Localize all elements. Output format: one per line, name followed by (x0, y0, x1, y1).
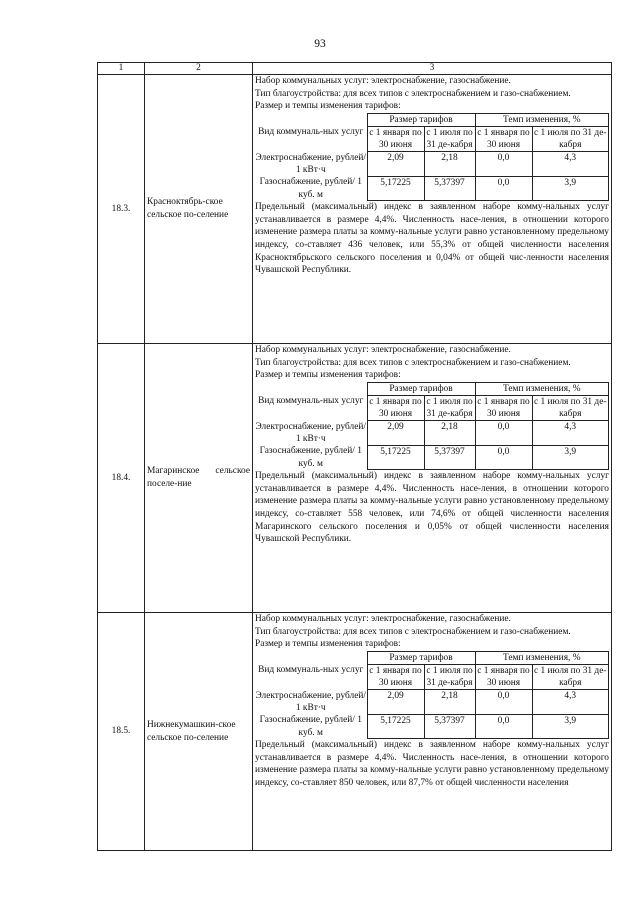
row-number: 18.4. (98, 344, 145, 613)
settlement-row (98, 344, 612, 613)
tariff-value: 2,18 (424, 152, 475, 176)
tariff-table (255, 113, 609, 201)
index-conclusion: Предельный (максимальный) индекс в заявленном наборе комму-нальных услуг устанавливается в размере 4,4%. Численность насе-ления, в отношении которого изменение размера платы за комму-нальные услуги равно установленному предельному индексу, со-ставляет 436 человек, или 55,3% от общей численности населения Красноктябрьского сельского поселения и 0,04% от общей чис-ленности населения Чувашской Республики. (255, 202, 609, 276)
settlement-description (253, 344, 612, 613)
change-rate-header: Темп изменения, % (475, 651, 609, 664)
tariff-table (255, 651, 609, 739)
page-number: 93 (314, 38, 326, 50)
header-col-3: 3 (253, 63, 612, 75)
tariff-value: 5,17225 (367, 176, 424, 200)
improvement-type: Тип благоустройства: для всех типов с электроснабжением и газо-снабжением. (255, 357, 571, 368)
service-name: Газоснабжение, рублей/ 1 куб. м (255, 176, 367, 200)
services-set: Набор коммунальных услуг: электроснабжение, газоснабжение. (255, 614, 511, 624)
period-header: с 1 января по 30 июня (475, 126, 532, 151)
settlement-name: Нижнекумашкин-ское сельское по-селение (145, 613, 253, 851)
tariff-line (255, 445, 609, 469)
tariff-size-header: Размер тарифов (367, 382, 475, 395)
period-header: с 1 июля по 31 де-кабря (532, 664, 609, 689)
tariff-line (255, 714, 609, 738)
tariff-line (255, 690, 609, 714)
change-rate-header: Темп изменения, % (475, 382, 609, 395)
rate-value: 4,3 (532, 690, 609, 714)
rate-value: 0,0 (475, 690, 532, 714)
rate-value: 3,9 (532, 445, 609, 469)
tariffs-heading: Размер и темпы изменения тарифов: (255, 370, 401, 381)
rate-value: 0,0 (475, 421, 532, 445)
service-name: Электроснабжение, рублей/ 1 кВт·ч (255, 690, 367, 714)
period-header: с 1 января по 30 июня (367, 395, 424, 420)
rate-value: 3,9 (532, 714, 609, 738)
tariff-value: 2,09 (367, 421, 424, 445)
settlement-name: Магаринское сельское поселе-ние (145, 344, 253, 613)
tariff-value: 5,17225 (367, 714, 424, 738)
tariff-value: 2,18 (424, 421, 475, 445)
header-col-1: 1 (98, 63, 145, 75)
settlement-description (253, 75, 612, 344)
period-header: с 1 июля по 31 де-кабря (424, 395, 475, 420)
tariff-line (255, 421, 609, 445)
period-header: с 1 июля по 31 де-кабря (532, 126, 609, 151)
rate-value: 0,0 (475, 176, 532, 200)
tariff-line (255, 176, 609, 200)
settlement-row (98, 75, 612, 344)
rate-value: 0,0 (475, 445, 532, 469)
index-conclusion: Предельный (максимальный) индекс в заявленном наборе комму-нальных услуг устанавливается в размере 4,4%. Численность насе-ления, в отношении которого изменение размера платы за комму-нальные услуги равно установленному предельному индексу, со-ставляет 850 человек, или 87,7% от общей численности населения (255, 740, 609, 788)
service-type-header: Вид коммуналь-ных услуг (255, 113, 367, 152)
tariff-value: 2,18 (424, 690, 475, 714)
service-name: Газоснабжение, рублей/ 1 куб. м (255, 445, 367, 469)
period-header: с 1 января по 30 июня (475, 664, 532, 689)
tariffs-heading: Размер и темпы изменения тарифов: (255, 639, 401, 650)
period-header: с 1 января по 30 июня (367, 126, 424, 151)
period-header: с 1 января по 30 июня (367, 664, 424, 689)
tariff-table (255, 382, 609, 470)
rate-value: 3,9 (532, 176, 609, 200)
period-header: с 1 января по 30 июня (475, 395, 532, 420)
tariffs-heading: Размер и темпы изменения тарифов: (255, 101, 401, 112)
settlement-description (253, 613, 612, 851)
tariff-document-table (97, 62, 612, 851)
tariff-value: 5,37397 (424, 176, 475, 200)
tariff-value: 2,09 (367, 690, 424, 714)
column-number-header (98, 63, 612, 75)
rate-value: 4,3 (532, 152, 609, 176)
period-header: с 1 июля по 31 де-кабря (532, 395, 609, 420)
rate-value: 4,3 (532, 421, 609, 445)
rate-value: 0,0 (475, 152, 532, 176)
tariff-value: 5,37397 (424, 445, 475, 469)
services-set: Набор коммунальных услуг: электроснабжение, газоснабжение. (255, 76, 511, 86)
change-rate-header: Темп изменения, % (475, 113, 609, 126)
tariff-size-header: Размер тарифов (367, 651, 475, 664)
rate-value: 0,0 (475, 714, 532, 738)
improvement-type: Тип благоустройства: для всех типов с электроснабжением и газо-снабжением. (255, 626, 571, 637)
index-conclusion: Предельный (максимальный) индекс в заявленном наборе комму-нальных услуг устанавливается в размере 4,4%. Численность насе-ления, в отношении которого изменение размера платы за комму-нальные услуги равно установленному предельному индексу, со-ставляет 558 человек, или 74,6% от общей численности населения Магаринского сельского поселения и 0,05% от общей численности населения Чувашской Республики. (255, 471, 609, 545)
tariff-value: 2,09 (367, 152, 424, 176)
tariff-value: 5,17225 (367, 445, 424, 469)
service-name: Газоснабжение, рублей/ 1 куб. м (255, 714, 367, 738)
service-name: Электроснабжение, рублей/ 1 кВт·ч (255, 421, 367, 445)
row-number: 18.5. (98, 613, 145, 851)
tariff-size-header: Размер тарифов (367, 113, 475, 126)
tariff-value: 5,37397 (424, 714, 475, 738)
row-number: 18.3. (98, 75, 145, 344)
tariff-line (255, 152, 609, 176)
settlement-row (98, 613, 612, 851)
service-name: Электроснабжение, рублей/ 1 кВт·ч (255, 152, 367, 176)
services-set: Набор коммунальных услуг: электроснабжение, газоснабжение. (255, 345, 511, 355)
period-header: с 1 июля по 31 де-кабря (424, 126, 475, 151)
settlement-name: Красноктябрь-ское сельское по-селение (145, 75, 253, 344)
period-header: с 1 июля по 31 де-кабря (424, 664, 475, 689)
improvement-type: Тип благоустройства: для всех типов с электроснабжением и газо-снабжением. (255, 88, 571, 99)
service-type-header: Вид коммуналь-ных услуг (255, 382, 367, 421)
header-col-2: 2 (145, 63, 253, 75)
service-type-header: Вид коммуналь-ных услуг (255, 651, 367, 690)
